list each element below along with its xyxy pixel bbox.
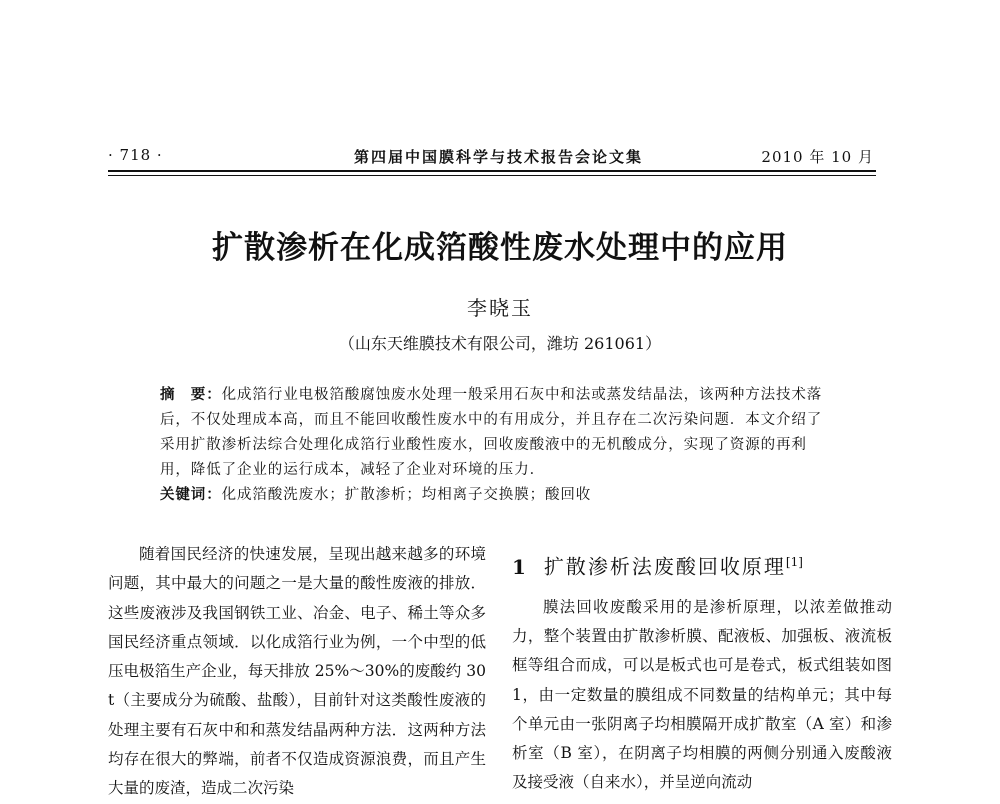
body-left-column: [108, 540, 486, 798]
abstract-block: [160, 383, 832, 508]
section-reference: [1]: [785, 555, 803, 569]
keywords-line: [160, 483, 832, 508]
body-right-column: [512, 548, 892, 792]
abstract-text: 化成箔行业电极箔酸腐蚀废水处理一般采用石灰中和法或蒸发结晶法，该两种方法技术落后，不仅处理成本高，而且不能回收酸性废水中的有用成分，并且存在二次污染问题．本文介绍了采用扩散渗析法综合处理化成箔行业酸性废水，回收废酸液中的无机酸成分，实现了资源的再利用，降低了企业的运行成本，减轻了企业对环境的压力．: [160, 387, 823, 478]
section-number: 1: [512, 554, 528, 579]
section-title: 扩散渗析法废酸回收原理: [543, 554, 786, 579]
author-affiliation: （山东天维膜技术有限公司，潍坊 261061）: [338, 334, 662, 353]
principle-paragraph: 膜法回收废酸采用的是渗析原理，以浓差做推动力，整个装置由扩散渗析膜、配液板、加强板、液流板框等组合而成，可以是板式也可是卷式，板式组装如图 1，由一定数量的膜组成不同数量的结构单元；其中每个单元由一张阴离子均相膜隔开成扩散室（A 室）和渗析室（B 室），在阴离子均相膜的两侧分别通入废酸液及接受液（自来水），并呈逆向流动: [512, 597, 892, 792]
section-heading: [512, 548, 892, 581]
keywords-text: 化成箔酸洗废水；扩散渗析；均相离子交换膜；酸回收: [221, 487, 592, 503]
page-number: · 718 ·: [108, 146, 163, 164]
keywords-label: 关键词：: [160, 487, 222, 503]
publication-date: 2010 年 10 月: [761, 148, 874, 166]
abstract-label: 摘 要：: [160, 387, 222, 403]
intro-paragraph: 随着国民经济的快速发展，呈现出越来越多的环境问题，其中最大的问题之一是大量的酸性废液的排放．这些废液涉及我国钢铁工业、冶金、电子、稀土等众多国民经济重点领域．以化成箔行业为例，一个中型的低压电极箔生产企业，每天排放 25%～30%的废酸约 30 t（主要成分为硫酸、盐酸），目前针对这类酸性废液的处理主要有石灰中和和蒸发结晶两种方法．这两种方法均存在很大的弊端，前者不仅造成资源浪费，而且产生大量的废渣，造成二次污染: [108, 545, 486, 798]
header-rule-thick: [108, 170, 876, 172]
journal-title: 第四届中国膜科学与技术报告会论文集: [354, 148, 644, 166]
article-author: 李晓玉: [467, 296, 533, 320]
header-rule-thin: [108, 175, 876, 176]
abstract-paragraph: [160, 383, 832, 483]
article-title: 扩散渗析在化成箔酸性废水处理中的应用: [212, 230, 788, 266]
running-header: [108, 142, 874, 168]
